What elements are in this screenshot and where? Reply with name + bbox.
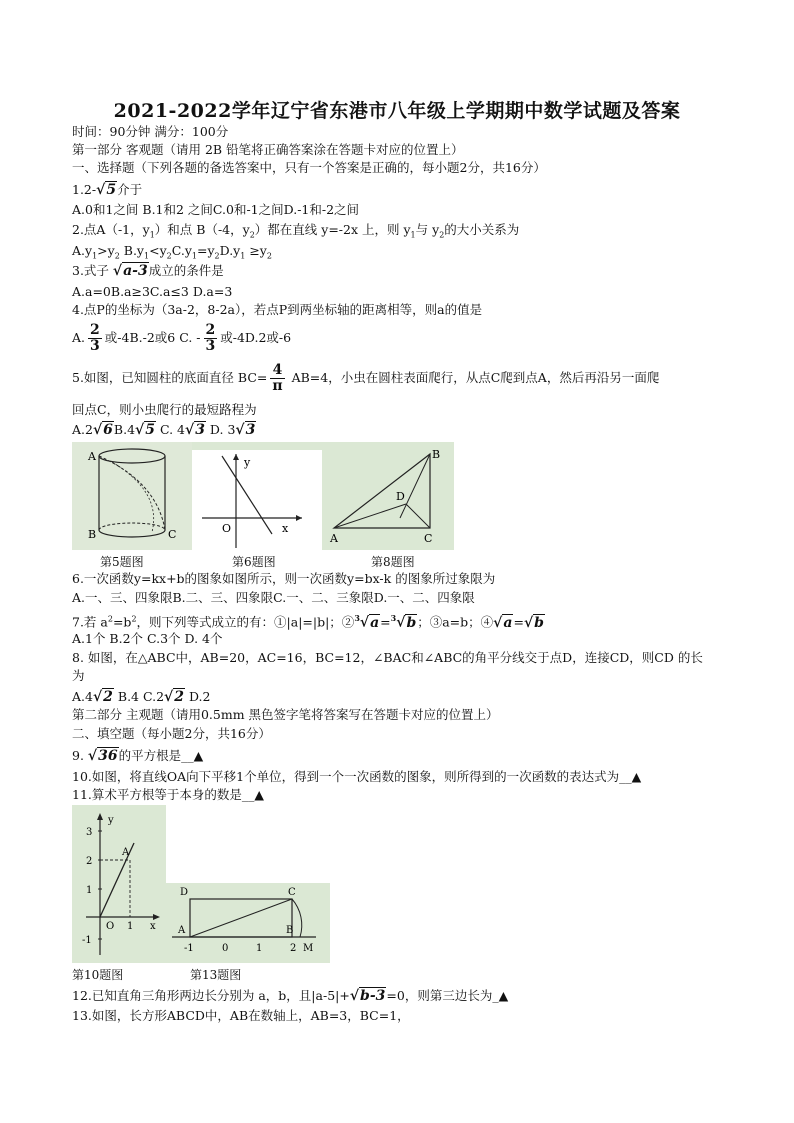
page-title: 2021-2022学年辽宁省东港市八年级上学期期中数学试题及答案 [113, 100, 681, 122]
question-2-options: $A.y_1>y_2$ $B.y_1<y_2C.y_1=y_2D.y_1 \ge y_2$ [72, 243, 272, 261]
label-B: B [88, 528, 97, 541]
question-1: 1.2-√5介于 [72, 182, 143, 198]
label-A: A [122, 847, 130, 858]
tick-1: 1 [256, 943, 263, 954]
question-12: 12.已知直角三角形两边长分别为 a，b，且|a-5|+√b-3=0，则第三边长为_▲ [72, 988, 509, 1004]
question-5-cont: 回点C，则小虫爬行的最短路程为 [72, 402, 257, 417]
label-x: x [150, 921, 156, 932]
figures-5-6-8 [72, 442, 454, 550]
exam-meta: 时间：90分钟 满分：100分 [72, 124, 229, 139]
question-6: 6.一次函数y=kx+b的图象如图所示，则一次函数y=bx-k 的图象所过象限为 [72, 571, 496, 586]
question-10: 10.如图，将直线OA向下平移1个单位，得到一个一次函数的图象，则所得到的一次函数的表达式为__▲ [72, 769, 642, 784]
caption-fig13: 第13题图 [190, 968, 242, 982]
question-5-options: A.2√6B.4√5 C. 4√3 D. 3√3 [72, 422, 256, 438]
question-5: 5.如图，已知圆柱的底面直径 BC= $\frac{4}{\pi}$ AB=4，小虫在圆柱表面爬行，从点C爬到点A，然后再沿另一面爬 [72, 362, 660, 394]
label-C: C [168, 528, 177, 541]
question-1-options: A.0和1之间 B.1和2 之间C.0和-1之间D.-1和-2之间 [72, 202, 360, 217]
label-B: B [286, 925, 294, 936]
label-y: y [108, 815, 114, 826]
label-A: A [88, 450, 96, 463]
triangle-figure [329, 448, 440, 545]
label-x: x [282, 522, 289, 535]
question-7: 7.若 $a^2=b^2$，则下列等式成立的有：①|a|=|b|；②$^3$√a=$^3$√b；③a=b；④√a=√b [72, 613, 544, 631]
tick-3: 3 [86, 827, 93, 838]
question-4: 4.点P的坐标为（3a-2，8-2a），若点P到两坐标轴的距离相等，则a的值是 [72, 302, 483, 317]
tick-neg1: -1 [184, 943, 194, 954]
figure-13-svg [166, 883, 330, 963]
question-11: 11.算术平方根等于本身的数是__▲ [72, 787, 264, 802]
figure-10-svg [72, 805, 166, 963]
question-7-options: A.1个 B.2个 C.3个 D. 4个 [72, 631, 223, 646]
caption-fig6: 第6题图 [232, 555, 276, 569]
tick-0: 0 [222, 943, 229, 954]
caption-fig5: 第5题图 [100, 555, 144, 569]
question-8-options: A.4√2 B.4 C.2√2 D.2 [72, 689, 211, 705]
label-O: O [106, 921, 115, 932]
question-8-cont: 为 [72, 668, 85, 683]
tick-x1: 1 [127, 921, 134, 932]
section2-heading: 二、填空题（每小题2分，共16分） [72, 726, 271, 741]
label-B: B [432, 448, 441, 461]
label-C: C [288, 887, 296, 898]
label-y: y [244, 456, 251, 469]
question-9: 9. √36的平方根是__▲ [72, 748, 204, 764]
label-M: M [303, 943, 314, 954]
caption-fig10: 第10题图 [72, 968, 124, 982]
line-graph-figure [192, 450, 322, 550]
caption-fig8: 第8题图 [371, 555, 415, 569]
cylinder-figure [72, 442, 192, 550]
label-O: O [222, 522, 232, 535]
question-4-options: A. $\frac{2}{3}$ 或-4B.-2或6 C. - $\frac{2}{3}$ 或-4D.2或-6 [72, 322, 292, 354]
label-A: A [178, 925, 186, 936]
tick-2: 2 [290, 943, 297, 954]
label-A: A [330, 532, 338, 545]
figure-13 [166, 883, 330, 963]
question-13: 13.如图，长方形ABCD中，AB在数轴上，AB=3，BC=1， [72, 1008, 410, 1023]
question-6-options: A.一、三、四象限B.二、三、四象限C.一、二、三象限D.一、二、四象限 [72, 590, 475, 605]
label-D: D [396, 490, 405, 503]
figure-10 [72, 805, 166, 963]
label-D: D [180, 887, 189, 898]
tick-1: 1 [86, 885, 93, 896]
question-3: 3.式子 √a-3成立的条件是 [72, 263, 224, 279]
question-3-options: A.a=0B.a≥3C.a≤3 D.a=3 [72, 284, 233, 299]
part1-heading: 第一部分 客观题（请用 2B 铅笔将正确答案涂在答题卡对应的位置上） [72, 142, 464, 157]
tick-2: 2 [86, 856, 93, 867]
label-C: C [424, 532, 433, 545]
question-8: 8. 如图，在△ABC中，AB=20，AC=16，BC=12，∠BAC和∠ABC的角平分线交于点D，连接CD，则CD 的长 [72, 650, 703, 665]
part2-heading: 第二部分 主观题（请用0.5mm 黑色签字笔将答案写在答题卡对应的位置上） [72, 707, 499, 722]
tick-neg1: -1 [82, 935, 92, 946]
section1-heading: 一、选择题（下列各题的备选答案中，只有一个答案是正确的，每小题2分，共16分） [72, 160, 546, 175]
question-2: 2.点A（-1，$y_1$）和点 B（-4，$y_2$）都在直线 y=-2x 上，则 $y_1$与 $y_2$的大小关系为 [72, 222, 520, 240]
figure-strip-1 [72, 442, 454, 550]
